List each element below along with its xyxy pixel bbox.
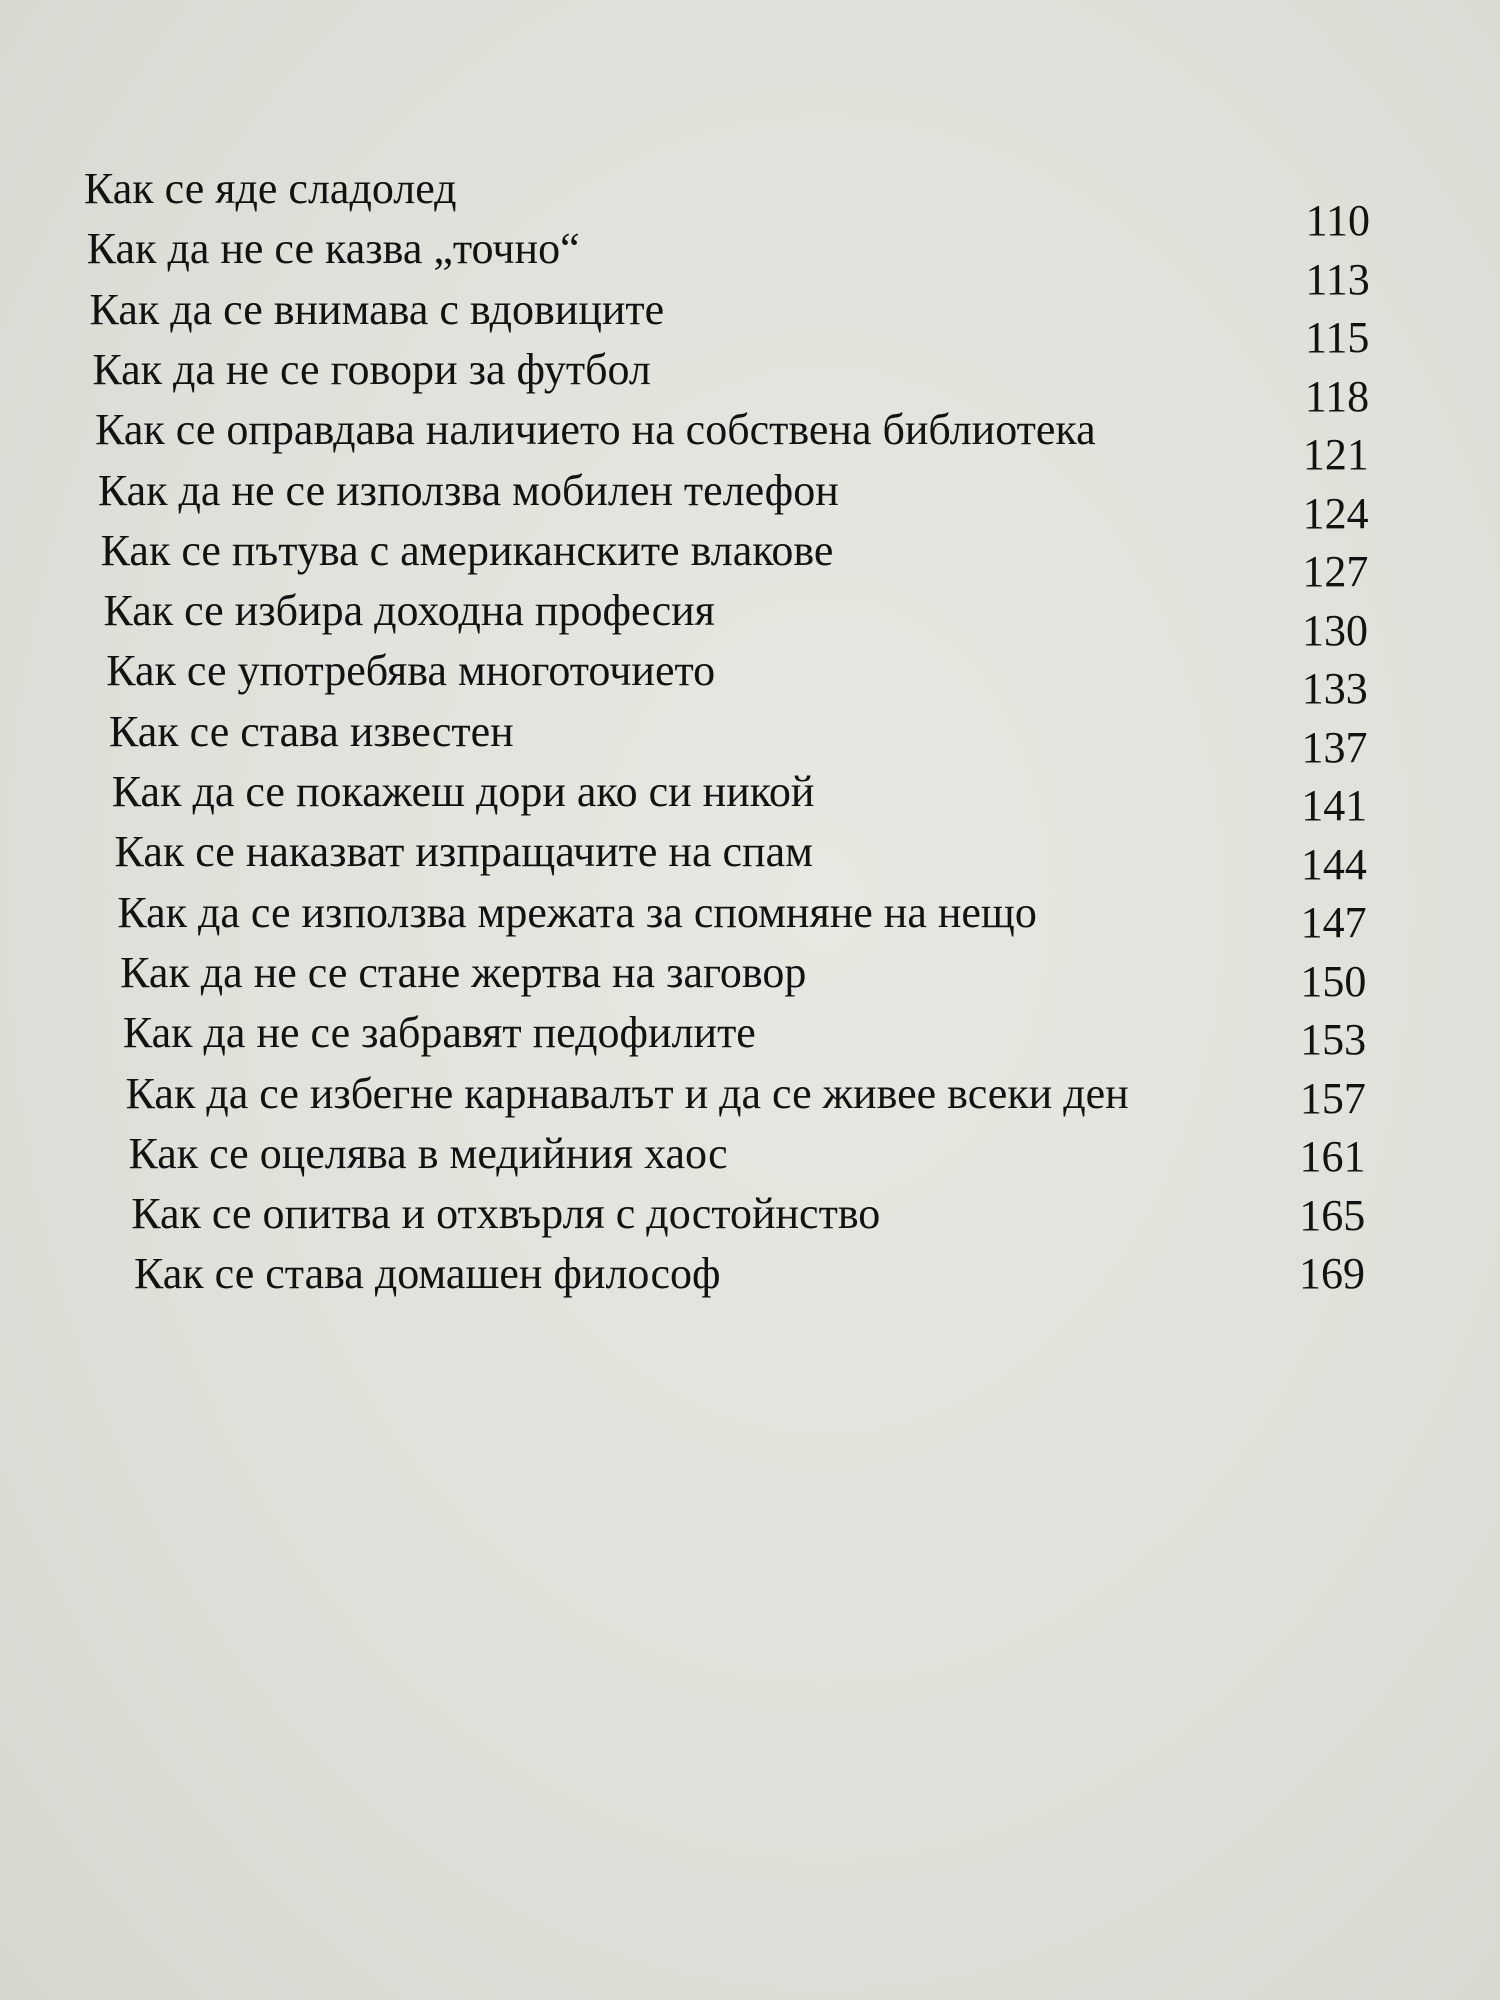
toc-entry — [126, 1068, 1366, 1128]
entry-page-number: 124 — [1302, 488, 1369, 538]
entry-page-number: 141 — [1301, 781, 1368, 831]
toc-entry — [89, 284, 1370, 363]
entry-title: Как да не се използва мобилен телефон — [97, 465, 839, 515]
entry-title: Как се наказват изпращачите на спам — [114, 827, 813, 877]
toc-entry — [114, 826, 1367, 889]
entry-title: Как да не се казва „точно“ — [86, 224, 580, 274]
entry-title: Как да не се забравят педофилите — [122, 1008, 756, 1058]
toc-entry — [84, 163, 1370, 245]
entry-page-number: 153 — [1300, 1015, 1367, 1065]
entry-page-number: 144 — [1300, 839, 1367, 889]
toc-entry — [111, 766, 1368, 831]
entry-page-number: 137 — [1301, 722, 1368, 772]
entry-title: Как се яде сладолед — [84, 164, 457, 213]
toc-entry — [128, 1128, 1365, 1188]
entry-page-number: 169 — [1299, 1249, 1365, 1299]
toc-entry — [109, 706, 1368, 772]
entry-title: Как се опитва и отхвърля с достойнство — [131, 1189, 881, 1239]
entry-title: Как да не се стане жертва на заговор — [120, 947, 807, 997]
entry-page-number: 118 — [1304, 371, 1370, 421]
entry-page-number: 150 — [1300, 956, 1367, 1006]
toc-entry — [100, 525, 1369, 597]
entry-page-number: 130 — [1302, 605, 1369, 655]
entry-page-number: 165 — [1299, 1190, 1366, 1240]
entry-title: Как да не се говори за футбол — [92, 344, 651, 394]
entry-page-number: 147 — [1300, 898, 1367, 948]
entry-page-number: 110 — [1305, 196, 1370, 245]
toc-entry — [86, 223, 1370, 304]
entry-title: Как се става домашен философ — [134, 1249, 721, 1299]
entry-title: Как се пътува с американските влакове — [100, 525, 834, 575]
toc-entry — [95, 404, 1369, 480]
toc-entry — [106, 645, 1368, 714]
toc-entry — [103, 585, 1369, 655]
entry-page-number: 115 — [1305, 313, 1370, 363]
entry-title: Как се избира доходна професия — [103, 586, 715, 636]
entry-title: Как да се внимава с вдовиците — [89, 284, 665, 334]
entry-page-number: 113 — [1305, 254, 1370, 304]
toc-entry — [123, 1007, 1366, 1067]
entry-title: Как да се използва мрежата за спомняне на нещо — [117, 887, 1037, 937]
entry-page-number: 133 — [1301, 664, 1368, 714]
entry-page-number: 121 — [1302, 430, 1369, 480]
entry-title: Как да се покажеш дори ако си никой — [111, 767, 815, 816]
entry-title: Как се оправдава наличието на собствена библиотека — [95, 405, 1096, 455]
entry-title: Как се употребява многоточието — [106, 646, 716, 696]
entry-page-number: 157 — [1299, 1073, 1366, 1123]
toc-entry — [97, 465, 1369, 538]
toc-entry — [134, 1248, 1365, 1308]
entry-title: Как се става известен — [109, 706, 514, 756]
toc-entry — [120, 947, 1366, 1007]
entry-title: Как се оцелява в медийния хаос — [128, 1128, 728, 1178]
entry-title: Как да се избегне карнавалът и да се живее всеки ден — [125, 1068, 1129, 1118]
toc-entry — [131, 1188, 1365, 1248]
toc-entry — [117, 887, 1366, 947]
entry-page-number: 127 — [1302, 547, 1369, 597]
entry-page-number: 161 — [1299, 1132, 1366, 1182]
toc-entry — [92, 344, 1370, 421]
